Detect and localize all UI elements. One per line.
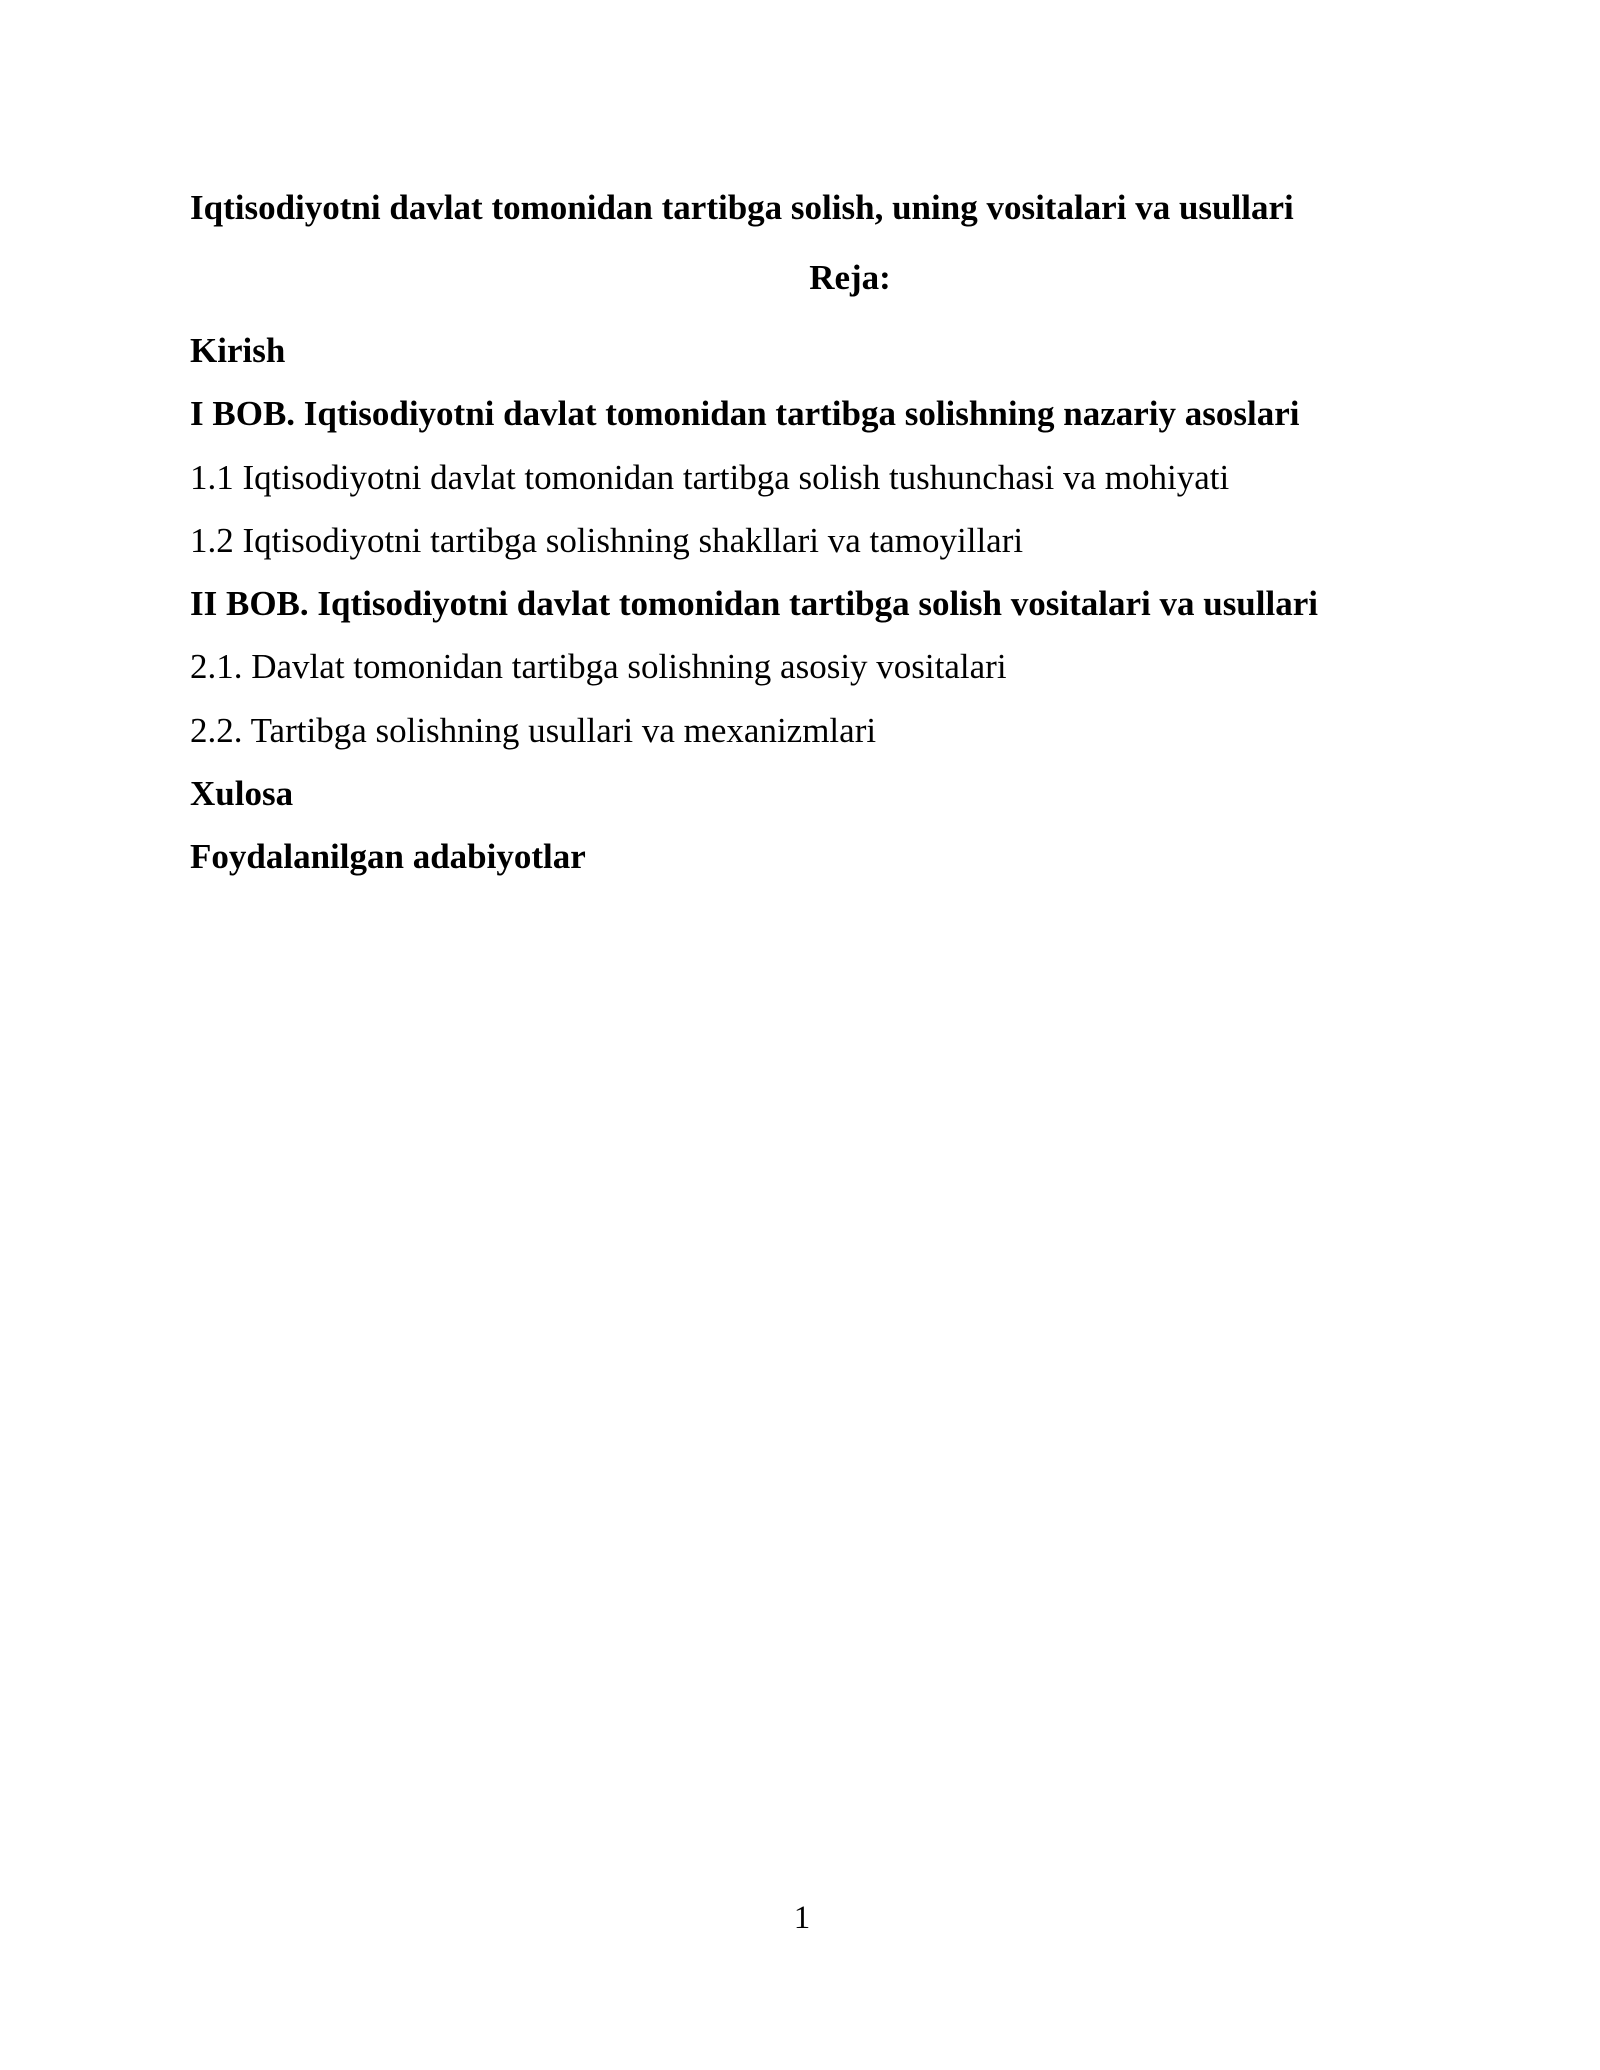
- plan-item-chapter-1: I BOB. Iqtisodiyotni davlat tomonidan tartibga solishning nazariy asoslari: [190, 394, 1300, 434]
- plan-list: [190, 319, 1318, 889]
- document-title: Iqtisodiyotni davlat tomonidan tartibga solish, uning vositalari va usullari: [190, 188, 1294, 227]
- plan-item-introduction: Kirish: [190, 331, 286, 370]
- page-number: 1: [793, 1900, 811, 1936]
- plan-item-chapter-2: II BOB. Iqtisodiyotni davlat tomonidan tartibga solish vositalari va usullari: [190, 584, 1318, 624]
- plan-heading: Reja:: [809, 258, 891, 297]
- plan-item-section-2-1: 2.1. Davlat tomonidan tartibga solishning asosiy vositalari: [190, 647, 1007, 687]
- plan-item-references: Foydalanilgan adabiyotlar: [190, 837, 586, 877]
- plan-item-section-1-2: 1.2 Iqtisodiyotni tartibga solishning shakllari va tamoyillari: [190, 520, 1024, 560]
- plan-item-conclusion: Xulosa: [190, 774, 294, 814]
- plan-item-section-2-2: 2.2. Tartibga solishning usullari va mexanizmlari: [190, 710, 877, 750]
- plan-item-section-1-1: 1.1 Iqtisodiyotni davlat tomonidan tartibga solish tushunchasi va mohiyati: [190, 457, 1230, 497]
